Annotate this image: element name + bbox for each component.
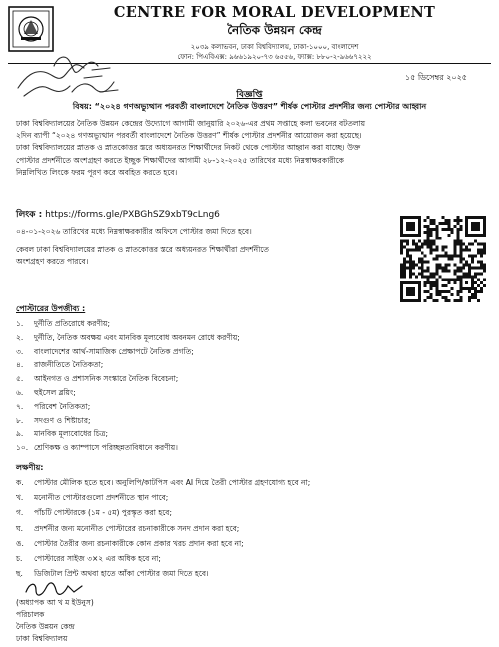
signatory-name: (অধ্যাপক আ খ ম ইউনুস) — [16, 598, 94, 607]
signatory-block — [16, 598, 94, 646]
text-line: কেবল ঢাকা বিশ্ববিদ্যালয়ের স্নাতক ও স্নাতকোত্তর স্তরে অধ্যয়নরত শিক্ষার্থীরা প্রদর্শনীতে — [16, 245, 269, 254]
signatory-institution: ঢাকা বিশ্ববিদ্যালয় — [16, 634, 68, 643]
qr-code[interactable] — [400, 216, 486, 302]
topic-item: ৮. সদগুণ ও শিষ্টাচার; — [16, 415, 91, 425]
topic-item: ৫. আইনগত ও প্রশাসনিক সংস্কারে নৈতিক বিবেচনা; — [16, 374, 179, 384]
topics-list — [16, 319, 240, 457]
note-item: ঙ. পোস্টার তৈরীর জন্য রচনাকারীকে কোন প্রকার খরচ প্রদান করা হবে না; — [16, 538, 244, 548]
note-item: চ. পোস্টারের সাইজ ৩×২ এর অধিক হবে না; — [16, 553, 161, 563]
text-line: ঢাকা বিশ্ববিদ্যালয়ের স্নাতক ও স্নাতকোত্তর স্তরে অধ্যয়নরত শিক্ষার্থীদের নিকট থেকে পোস্টার আহ্বান করা যাচ্ছে। উক্ত — [16, 143, 361, 153]
topic-item: ১০. শ্রেণিকক্ষ ও ক্যাম্পাসে পরিচ্ছন্নতাবিধানে করণীয়। — [16, 443, 178, 453]
topic-item: ৬. হুইসেল ব্লয়িং; — [16, 387, 76, 397]
text-line: অংশগ্রহণ করতে পারবে। — [16, 257, 89, 267]
note-item: ছ. ডিজিটাল প্রিন্ট অথবা হাতে আঁকা পোস্টার জমা দিতে হবে। — [16, 569, 209, 579]
topic-item: ৭. পরিবেশ নৈতিকতা; — [16, 401, 91, 411]
notice-date: ১৫ ডিসেম্বর ২০২৫ — [404, 73, 467, 82]
note-item: ঘ. প্রদর্শনীর জন্য মনোনীত পোস্টারের রচনাকারীকে সনদ প্রদান করা হবে; — [16, 523, 240, 533]
form-link[interactable]: https://forms.gle/PXBGhSZ9xbT9cLng6 — [45, 210, 220, 220]
organization-title: CENTRE FOR MORAL DEVELOPMENT — [113, 4, 436, 21]
topic-item: ২. দুর্নীতি, নৈতিক অবক্ষয় এবং মানবিক মূল্যবোধ অবনমন রোধে করণীয়; — [16, 332, 240, 342]
link-label: লিংক : — [16, 210, 43, 220]
intro-paragraph — [16, 118, 483, 179]
signature-scrawl — [24, 580, 86, 598]
text-line: নিম্নলিখিত লিংকে ফরম পূরণ করে অবহিত করতে হবে। — [16, 167, 178, 177]
notes-list — [16, 478, 310, 584]
notes-heading: লক্ষণীয়: — [16, 463, 44, 472]
eligibility-block — [16, 244, 269, 269]
signatory-designation: পরিচালক — [16, 610, 45, 619]
topic-item: ৩. বাংলাদেশের আর্থ-সামাজিক প্রেক্ষাপটে নৈতিক প্রগতি; — [16, 346, 194, 356]
university-logo — [8, 6, 54, 52]
topic-item: ৯. মানবিক মূল্যবোধের চিত্র; — [16, 429, 109, 439]
note-item: গ. পাঁচটি পোস্টারকে (১ম - ৫ম) পুরস্কৃত করা হবে; — [16, 508, 172, 518]
deadline-line: ০৪-০১-২০২৬ তারিখের মধ্যে নিম্নস্বাক্ষরকারীর অফিসে পোস্টার জমা দিতে হবে। — [16, 227, 252, 236]
topic-item: ৪. রাজনীতিতে নৈতিকতা; — [16, 360, 104, 370]
phone-line: ফোন: পিএবিএক্স: ৯৬৬১৯২০-৭৩ ৬৫৫৬, ফ্যাক্স: ৮৮০-২-৯৬৬৭২২২ — [177, 53, 372, 61]
organization-subtitle: নৈতিক উন্নয়ন কেন্দ্র — [227, 23, 322, 37]
note-item: খ. মনোনীত পোস্টারগুলো প্রদর্শনীতে স্থান পাবে; — [16, 493, 169, 503]
text-line: ২দিন ব্যাপী “২০২৪ গণঅভ্যুত্থান পরবর্তী বাংলাদেশে নৈতিক উত্তরণ” শীর্ষক পোস্টার প্রদর্শনীর আয়োজন করা হয়েছে। — [16, 131, 362, 141]
topic-item: ১. দুর্নীতি প্রতিরোধে করণীয়; — [16, 319, 111, 328]
text-line: ঢাকা বিশ্ববিদ্যালয়ের নৈতিক উন্নয়ন কেন্দ্রের উদ্যোগে আগামী জানুয়ারি ২০২৬-এর প্রথম সপ্তাহে কলা ভবনের বটতলায় — [16, 119, 366, 128]
notice-subject: বিষয়: “২০২৪ গণঅভ্যুত্থান পরবর্তী বাংলাদেশে নৈতিক উত্তরণ” শীর্ষক পোস্টার প্রদর্শনীর জন্য পোস্টার আহ্বান — [72, 102, 427, 111]
address-line: ২০৩৯ কলাভবন, ঢাকা বিশ্ববিদ্যালয়, ঢাকা-১০০০, বাংলাদেশ — [190, 43, 359, 51]
topics-heading: পোস্টারের উপজীব্য : — [16, 304, 86, 313]
notice-heading: বিজ্ঞপ্তি — [236, 90, 263, 100]
form-link-row — [16, 207, 220, 222]
note-item: ক. পোস্টার মৌলিক হতে হবে। অনুলিপি/কাটপিস এবং AI দিয়ে তৈরী পোস্টার গ্রহণযোগ্য হবে না; — [16, 478, 311, 487]
signatory-office: নৈতিক উন্নয়ন কেন্দ্র — [16, 622, 75, 631]
text-line: পোস্টার প্রদর্শনীতে অংশগ্রহণ করতে ইচ্ছুক শিক্ষার্থীদের আগামী ২৮-১২-২০২৫ তারিখের মধ্যে নিম্নস্বাক্ষরকারীকে — [16, 155, 344, 165]
